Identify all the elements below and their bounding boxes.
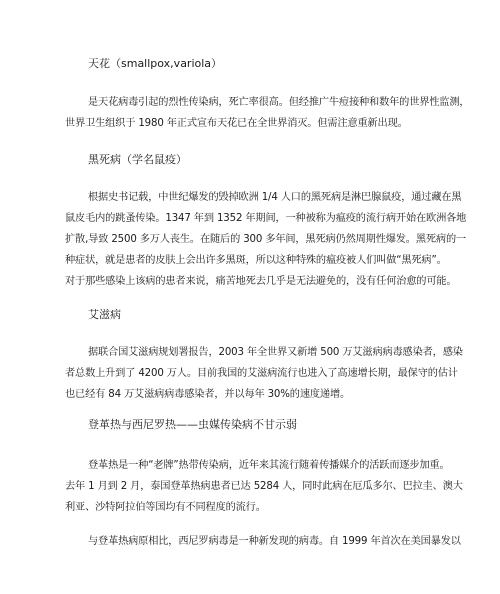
section-paragraph-dengue [65,455,463,518]
paragraph-line: 者总数上升到了 4200 万人。目前我国的艾滋病流行也进入了高速增长期，最保守的估计 [65,368,458,379]
paragraph-line: 据联合国艾滋病规划署报告，2003 年全世界又新增 500 万艾滋病病毒感染者，感染 [88,347,463,358]
section-heading-black-death: 黑死病（学名鼠疫） [88,153,187,166]
paragraph-line: 也已经有 84 万艾滋病病毒感染者，并以每年 30%的速度递增。 [65,389,351,400]
paragraph-line: 登革热是一种“老牌”热带传染病，近年来其流行随着传播媒介的活跃而逐步加重。 [88,460,450,471]
paragraph-line: 根据史书记载，中世纪爆发的毁掉欧洲 1/4 人口的黑死病是淋巴腺鼠疫，通过藏在黑 [88,192,462,203]
paragraph-line: 鼠皮毛内的跳蚤传染。1347 年到 1352 年期间，一种被称为瘟疫的流行病开始在欧洲各地 [65,213,467,224]
paragraph-line: 对于那些感染上该病的患者来说，痛苦地死去几乎是无法避免的，没有任何治愈的可能。 [65,276,457,287]
paragraph-line: 扩散,导致 2500 多万人丧生。在随后的 300 多年间，黑死病仍然周期性爆发。黑死病的一 [65,234,467,245]
paragraph-line: 利亚、沙特阿拉伯等国均有不同程度的流行。 [65,502,266,513]
section-paragraph-smallpox [65,92,470,134]
section-paragraph-black-death [65,187,467,292]
section-heading-smallpox: 天花（smallpox,variola） [88,57,223,70]
section-heading-aids: 艾滋病 [88,308,121,321]
section-paragraph-west-nile [65,531,461,552]
section-heading-dengue-west-nile: 登革热与西尼罗热——虫媒传染病不甘示弱 [88,418,297,431]
paragraph-line: 与登革热病原相比，西尼罗病毒是一种新发现的病毒。自 1999 年首次在美国暴发以 [88,536,461,547]
paragraph-line: 是天花病毒引起的烈性传染病，死亡率很高。但经推广牛痘接种和数年的世界性监测， [88,97,470,108]
paragraph-line: 去年 1 月到 2 月，泰国登革热病患者已达 5284 人，同时此病在厄瓜多尔、巴拉圭、澳大 [65,481,463,492]
paragraph-line: 世界卫生组织于 1980 年正式宣布天花已在全世界消灭。但需注意重新出现。 [65,118,408,129]
section-paragraph-aids [65,342,463,405]
paragraph-line: 种症状，就是患者的皮肤上会出许多黑斑，所以这种特殊的瘟疫被人们叫做“黑死病”。 [65,255,447,266]
